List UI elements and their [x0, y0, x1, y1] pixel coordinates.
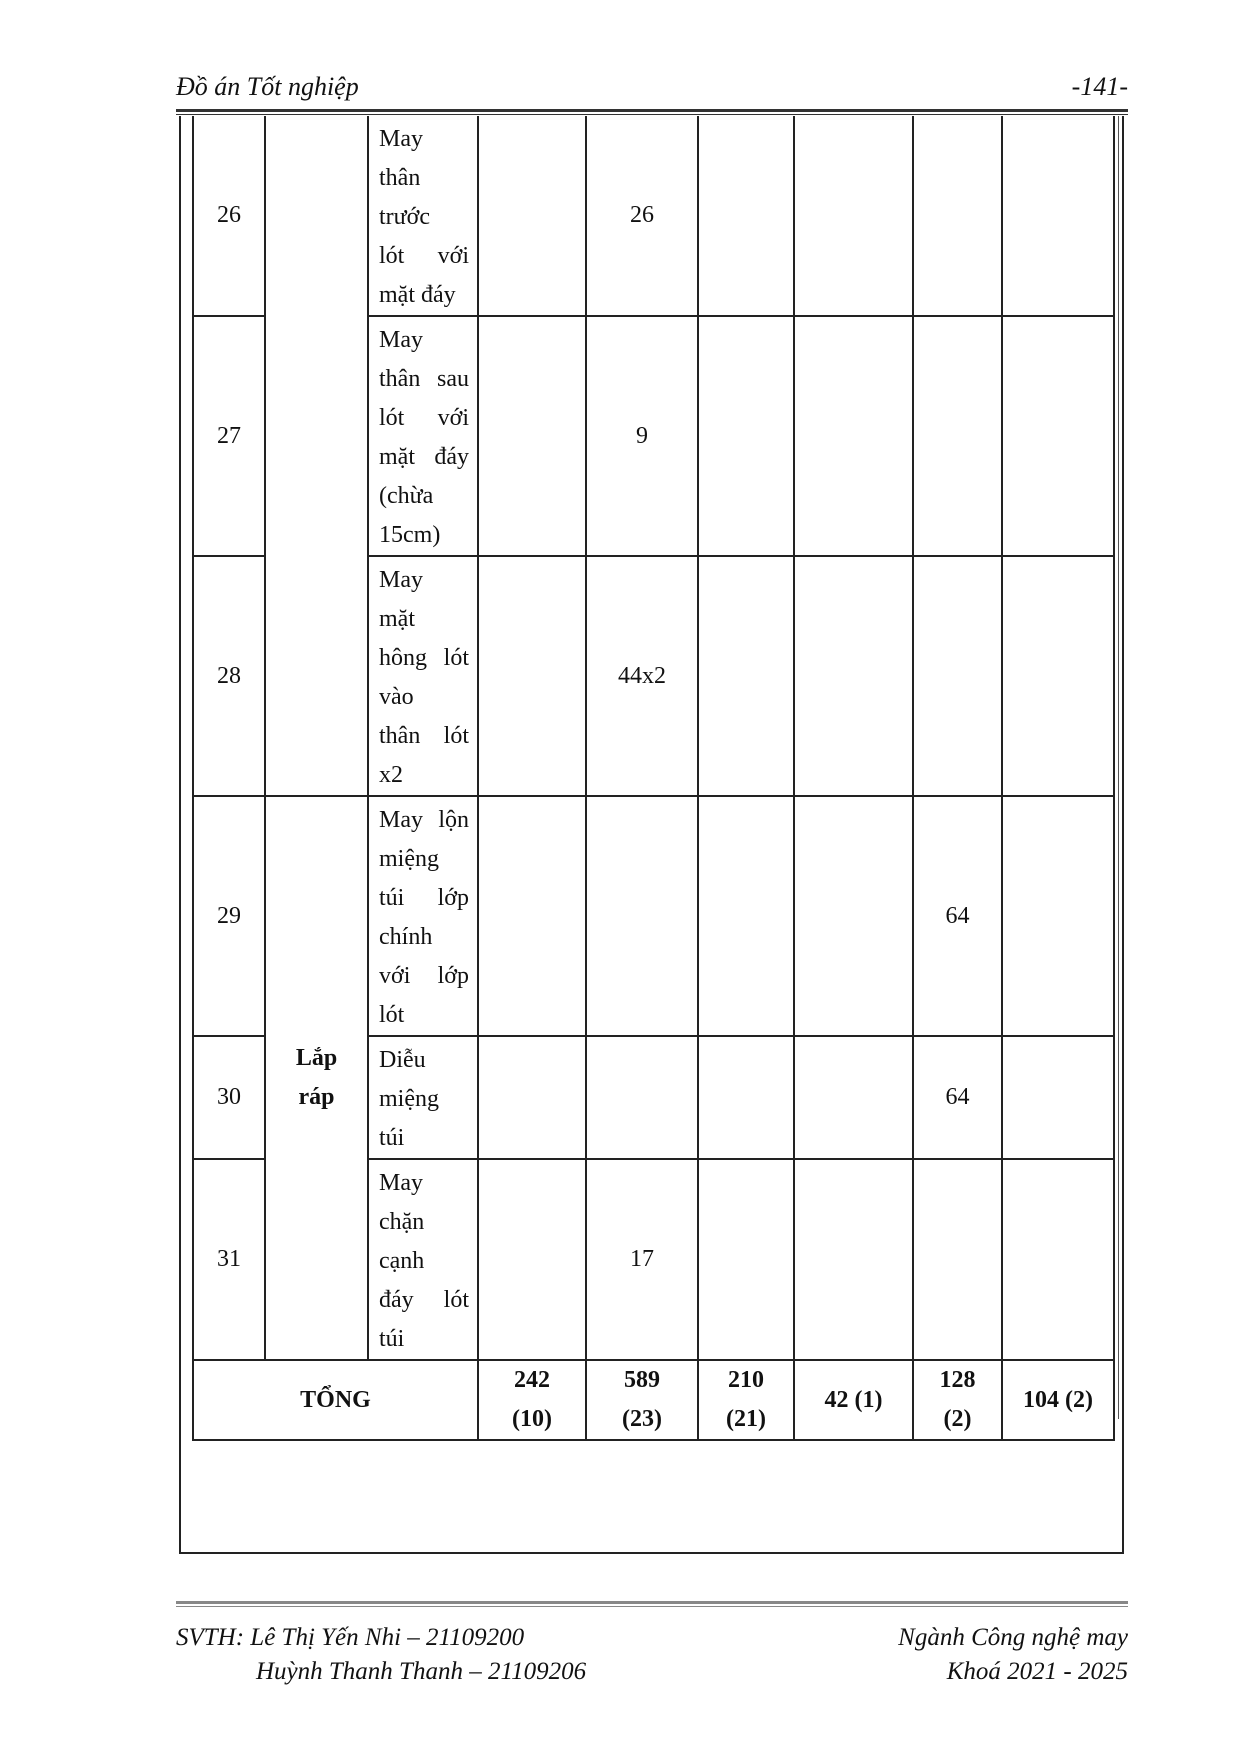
table-row: [193, 796, 1114, 1036]
footer-rule-thin: [176, 1606, 1128, 1607]
process-table: [192, 116, 1115, 1441]
value-cell: [478, 556, 586, 796]
value-cell: [794, 116, 913, 316]
task-name: May thân trước lót với mặt đáy: [368, 116, 478, 316]
value-cell: [794, 1036, 913, 1159]
total-row: [193, 1360, 1114, 1440]
total-cell: 42 (1): [794, 1360, 913, 1440]
value-cell: 44x2: [586, 556, 698, 796]
course-label: Khoá 2021 - 2025: [946, 1658, 1128, 1685]
value-cell: [698, 1159, 794, 1360]
total-label: TỔNG: [193, 1360, 478, 1440]
major-label: Ngành Công nghệ may: [898, 1624, 1128, 1651]
stage-cell-empty: [265, 116, 368, 796]
value-cell: [698, 316, 794, 556]
value-cell: [478, 316, 586, 556]
task-name: Diễu miệng túi: [368, 1036, 478, 1159]
task-name: May lộn miệng túi lớp chính với lớp lót: [368, 796, 478, 1036]
student-line-1: SVTH: Lê Thị Yến Nhi – 21109200: [176, 1624, 525, 1651]
footer-students: [176, 1621, 586, 1689]
stage-label: Lắp ráp: [265, 796, 368, 1360]
value-cell: [1002, 116, 1114, 316]
row-number: 29: [193, 796, 265, 1036]
page-number: -141-: [1071, 72, 1128, 101]
value-cell: 64: [913, 796, 1002, 1036]
total-cell: 242 (10): [478, 1360, 586, 1440]
total-cell: 104 (2): [1002, 1360, 1114, 1440]
header-rule: [176, 109, 1128, 112]
value-cell: [1002, 796, 1114, 1036]
value-cell: 17: [586, 1159, 698, 1360]
value-cell: 26: [586, 116, 698, 316]
value-cell: [586, 796, 698, 1036]
value-cell: [913, 316, 1002, 556]
row-number: 28: [193, 556, 265, 796]
value-cell: [478, 1036, 586, 1159]
footer-course: [898, 1621, 1128, 1689]
value-cell: [794, 1159, 913, 1360]
value-cell: 9: [586, 316, 698, 556]
value-cell: [794, 796, 913, 1036]
value-cell: [1002, 316, 1114, 556]
task-name: May thân sau lót với mặt đáy (chừa 15cm): [368, 316, 478, 556]
value-cell: [1002, 1159, 1114, 1360]
footer-rule: [176, 1601, 1128, 1604]
value-cell: [698, 1036, 794, 1159]
value-cell: [478, 796, 586, 1036]
task-name: May chặn cạnh đáy lót túi: [368, 1159, 478, 1360]
table-row: [193, 116, 1114, 316]
row-number: 26: [193, 116, 265, 316]
value-cell: [1002, 1036, 1114, 1159]
header-rule-thin: [176, 114, 1128, 115]
task-name: May mặt hông lót vào thân lót x2: [368, 556, 478, 796]
student-line-2: Huỳnh Thanh Thanh – 21109206: [256, 1658, 587, 1685]
value-cell: [478, 1159, 586, 1360]
value-cell: [698, 556, 794, 796]
row-number: 31: [193, 1159, 265, 1360]
total-cell: 210 (21): [698, 1360, 794, 1440]
row-number: 27: [193, 316, 265, 556]
value-cell: [1002, 556, 1114, 796]
value-cell: [478, 116, 586, 316]
value-cell: [794, 316, 913, 556]
value-cell: [913, 556, 1002, 796]
value-cell: [794, 556, 913, 796]
value-cell: [698, 796, 794, 1036]
value-cell: [913, 1159, 1002, 1360]
value-cell: 64: [913, 1036, 1002, 1159]
value-cell: [586, 1036, 698, 1159]
document-title: Đồ án Tốt nghiệp: [176, 72, 359, 101]
page-frame-inner-line: [1118, 116, 1119, 1419]
total-cell: 128 (2): [913, 1360, 1002, 1440]
value-cell: [698, 116, 794, 316]
value-cell: [913, 116, 1002, 316]
total-cell: 589 (23): [586, 1360, 698, 1440]
row-number: 30: [193, 1036, 265, 1159]
